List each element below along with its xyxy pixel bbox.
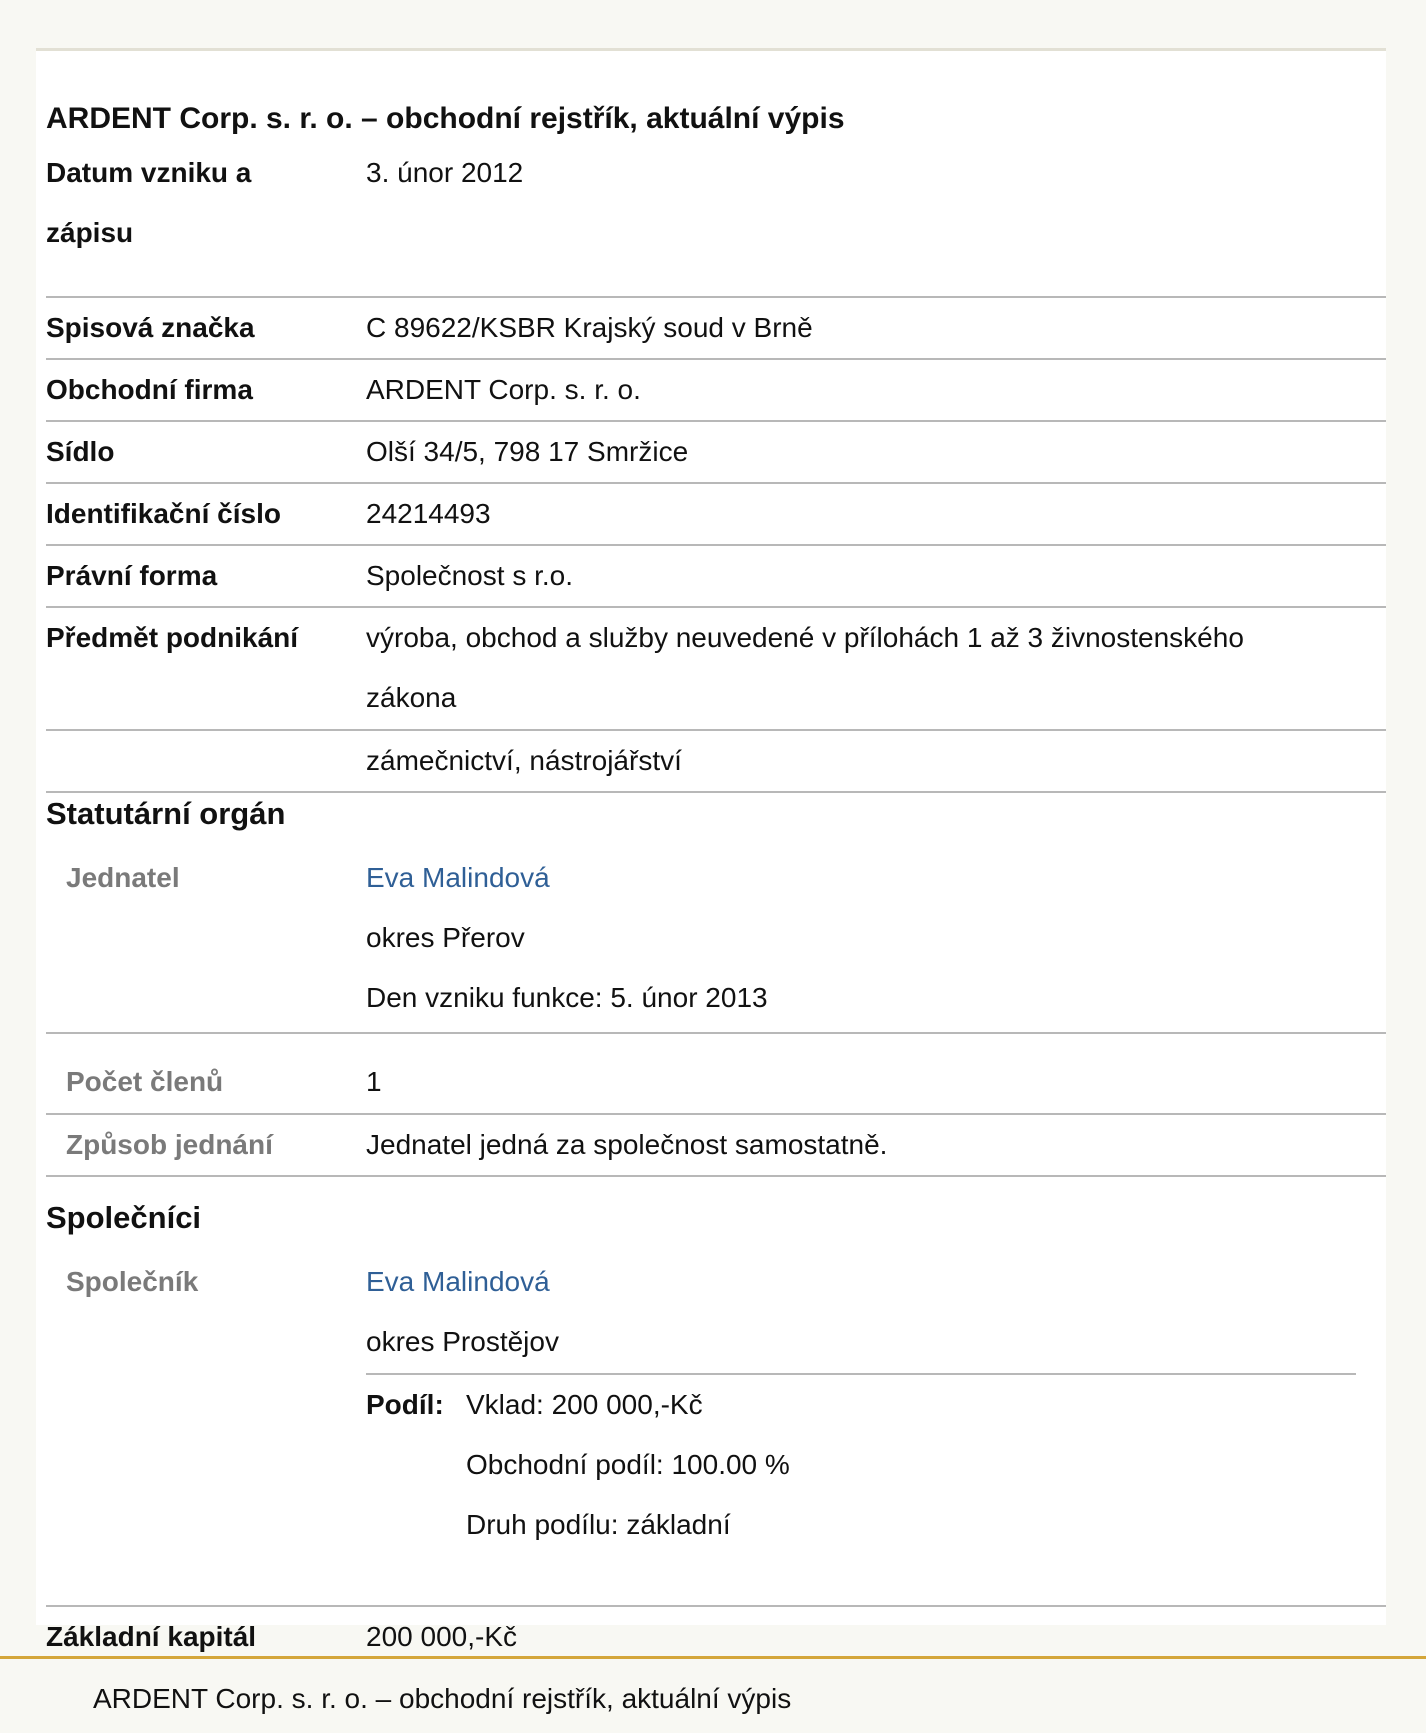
label-spisova-znacka: Spisová značka bbox=[46, 312, 255, 343]
register-extract-card bbox=[36, 48, 1386, 1652]
row-zpusob-jednani bbox=[46, 1115, 1386, 1177]
row-datum-vzniku bbox=[46, 143, 1386, 298]
section-heading-statutarni-organ: Statutární orgán bbox=[46, 796, 286, 831]
label-datum-vzniku bbox=[46, 143, 346, 263]
label-spolecnik: Společník bbox=[66, 1266, 199, 1297]
value-pocet-clenu: 1 bbox=[366, 1066, 382, 1097]
value-predmet-podnikani-1-line2: zákona bbox=[366, 682, 457, 713]
label-zpusob-jednani: Způsob jednání bbox=[66, 1129, 273, 1160]
podil-vklad: Vklad: 200 000,-Kč bbox=[466, 1389, 703, 1420]
label-pravni-forma: Právní forma bbox=[46, 560, 218, 591]
row-obchodni-firma bbox=[46, 360, 1386, 422]
label-zakladni-kapital: Základní kapitál bbox=[46, 1621, 257, 1652]
value-sidlo: Olší 34/5, 798 17 Smržice bbox=[366, 436, 689, 467]
value-zakladni-kapital: 200 000,-Kč bbox=[366, 1621, 517, 1652]
label-jednatel: Jednatel bbox=[66, 862, 180, 893]
podil-druh: Druh podílu: základní bbox=[466, 1509, 731, 1540]
value-spolecnik bbox=[366, 1252, 559, 1372]
row-spolecnik bbox=[46, 1252, 1386, 1607]
label-datum-vzniku-line2: zápisu bbox=[46, 217, 134, 248]
row-jednatel bbox=[46, 848, 1386, 1034]
label-pocet-clenu: Počet členů bbox=[66, 1066, 224, 1097]
podil-obchodni-podil: Obchodní podíl: 100.00 % bbox=[466, 1449, 790, 1480]
jednatel-name-link[interactable]: Eva Malindová bbox=[366, 862, 550, 893]
row-spisova-znacka bbox=[46, 298, 1386, 360]
row-pocet-clenu bbox=[46, 1052, 1386, 1115]
label-predmet-podnikani: Předmět podnikání bbox=[46, 622, 299, 653]
spolecnik-okres: okres Prostějov bbox=[366, 1326, 559, 1357]
section-heading-spolecnici: Společníci bbox=[46, 1200, 202, 1235]
value-obchodni-firma: ARDENT Corp. s. r. o. bbox=[366, 374, 641, 405]
spolecnik-name-link[interactable]: Eva Malindová bbox=[366, 1266, 550, 1297]
podil-label: Podíl: bbox=[366, 1389, 444, 1420]
page-title: ARDENT Corp. s. r. o. – obchodní rejstřík, aktuální výpis bbox=[46, 102, 845, 135]
podil-values bbox=[466, 1375, 790, 1555]
page-footer bbox=[0, 1656, 1426, 1733]
footer-title: ARDENT Corp. s. r. o. – obchodní rejstřík, aktuální výpis bbox=[93, 1683, 792, 1714]
value-jednatel bbox=[366, 848, 768, 1028]
value-identifikacni-cislo: 24214493 bbox=[366, 498, 491, 529]
label-identifikacni-cislo: Identifikační číslo bbox=[46, 498, 281, 529]
row-identifikacni-cislo bbox=[46, 484, 1386, 546]
value-pravni-forma: Společnost s r.o. bbox=[366, 560, 574, 591]
value-predmet-podnikani-1-line1: výroba, obchod a služby neuvedené v přílohách 1 až 3 živnostenského bbox=[366, 622, 1244, 653]
value-zpusob-jednani: Jednatel jedná za společnost samostatně. bbox=[366, 1129, 888, 1160]
value-predmet-podnikani-1 bbox=[366, 608, 1244, 728]
row-predmet-podnikani-2 bbox=[46, 731, 1386, 793]
jednatel-den-vzniku-funkce: Den vzniku funkce: 5. únor 2013 bbox=[366, 982, 768, 1013]
label-obchodni-firma: Obchodní firma bbox=[46, 374, 253, 405]
row-pravni-forma bbox=[46, 546, 1386, 608]
value-datum-vzniku: 3. únor 2012 bbox=[366, 157, 524, 188]
jednatel-okres: okres Přerov bbox=[366, 922, 525, 953]
value-spisova-znacka: C 89622/KSBR Krajský soud v Brně bbox=[366, 312, 813, 343]
row-predmet-podnikani bbox=[46, 608, 1386, 731]
row-sidlo bbox=[46, 422, 1386, 484]
value-predmet-podnikani-2: zámečnictví, nástrojářství bbox=[366, 745, 682, 776]
label-sidlo: Sídlo bbox=[46, 436, 115, 467]
label-datum-vzniku-line1: Datum vzniku a bbox=[46, 157, 252, 188]
